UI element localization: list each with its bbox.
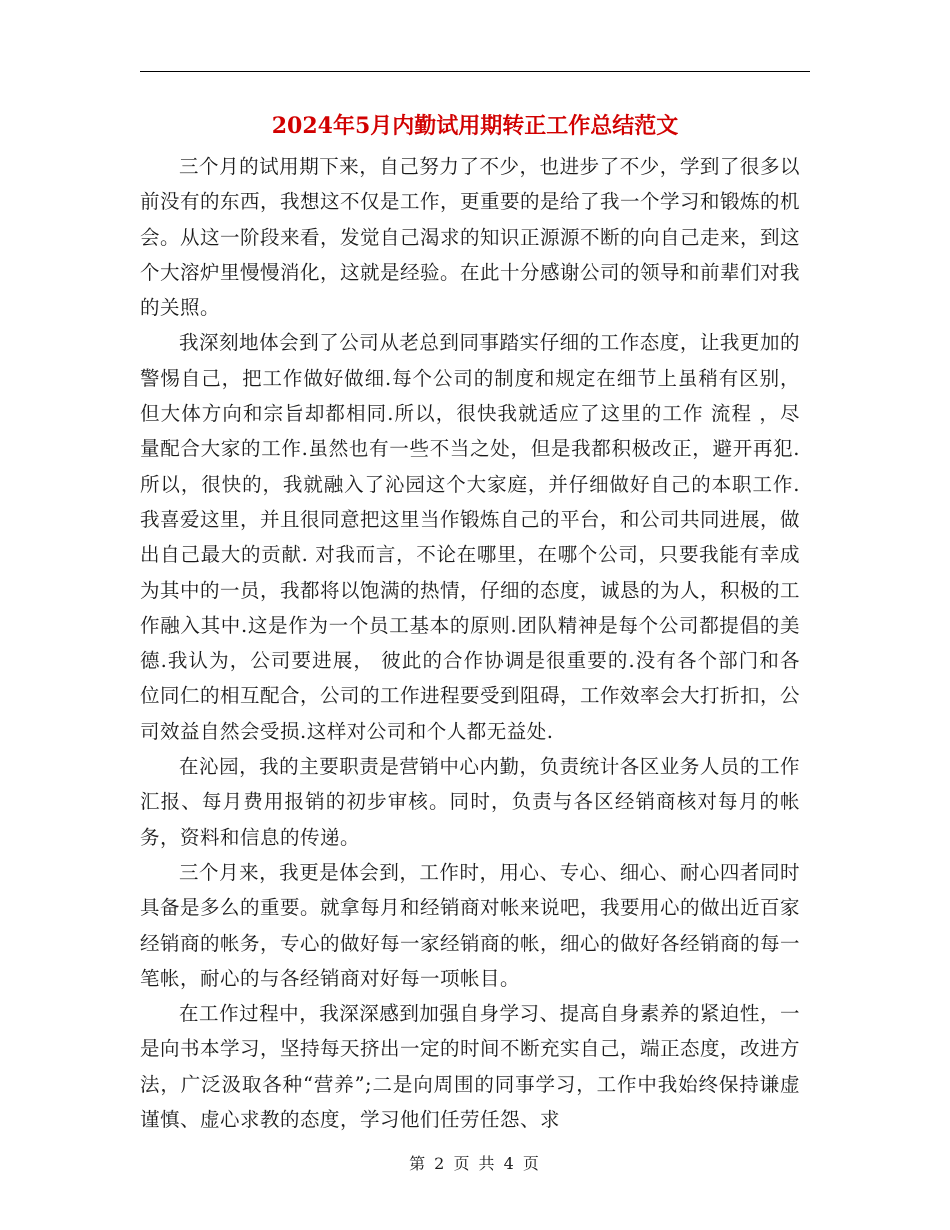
paragraph-4: 三个月来，我更是体会到，工作时，用心、专心、细心、耐心四者同时具备是多么的重要。就拿每月和经销商对帐来说吧，我要用心的做出近百家经销商的帐务，专心的做好每一家经销商的帐，细心的做好各经销商的每一笔帐，耐心的与各经销商对好每一项帐目。 [140, 860, 801, 990]
document-title: 2024年5月内勤试用期转正工作总结范文 [271, 113, 679, 139]
header-rule [140, 71, 810, 72]
paragraph-3: 在沁园，我的主要职责是营销中心内勤，负责统计各区业务人员的工作汇报、每月费用报销的初步审核。同时，负责与各区经销商核对每月的帐务，资料和信息的传递。 [140, 755, 800, 849]
paragraph-2: 我深刻地体会到了公司从老总到同事踏实仔细的工作态度，让我更加的警惕自己，把工作做好做细.每个公司的制度和规定在细节上虽稍有区别，但大体方向和宗旨却都相同.所以，很快我就适应了这里的工作 流程 ，尽量配合大家的工作.虽然也有一些不当之处，但是我都积极改正，避开再犯.所以，很快的，我就融入了沁园这个大家庭，并仔细做好自己的本职工作.我喜爱这里，并且很同意把这里当作锻炼自己的平台，和公司共同进展，做出自己最大的贡献. 对我而言，不论在哪里，在哪个公司，只要我能有幸成为其中的一员，我都将以饱满的热情，仔细的态度，诚恳的为人，积极的工作融入其中.这是作为一个员工基本的原则.团队精神是每个公司都提倡的美德.我认为，公司要进展， 彼此的合作协调是很重要的.没有各个部门和各位同仁的相互配合，公司的工作进程要受到阻碍，工作效率会大打折扣，公司效益自然会受损.这样对公司和个人都无益处. [140, 331, 801, 743]
page-number: 第 2 页 共 4 页 [409, 1154, 541, 1173]
paragraph-5: 在工作过程中，我深深感到加强自身学习、提高自身素养的紧迫性，一是向书本学习，坚持每天挤出一定的时间不断充实自己，端正态度，改进方法，广泛汲取各种“营养”;二是向周围的同事学习，工作中我始终保持谦虚谨慎、虚心求教的态度，学习他们任劳任怨、求 [140, 1002, 801, 1132]
paragraph-1: 三个月的试用期下来，自己努力了不少，也进步了不少，学到了很多以前没有的东西，我想这不仅是工作，更重要的是给了我一个学习和锻炼的机会。从这一阶段来看，发觉自己渴求的知识正源源不断的向自己走来，到这个大溶炉里慢慢消化，这就是经验。在此十分感谢公司的领导和前辈们对我的关照。 [140, 155, 801, 320]
document-body [140, 149, 800, 1137]
